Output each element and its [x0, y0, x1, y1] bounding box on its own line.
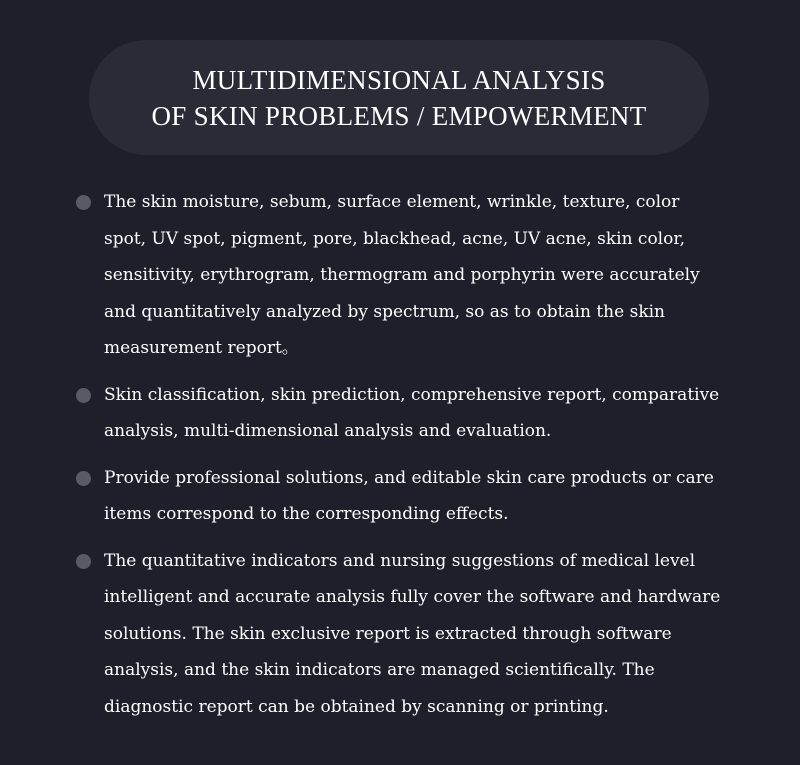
feature-list — [76, 184, 726, 735]
bullet-dot-icon — [76, 195, 91, 210]
list-item — [76, 460, 726, 533]
list-item-text: The quantitative indicators and nursing suggestions of medical level intelligent and accurate analysis fully cover the software and hardware solutions. The skin exclusive report is extracted through software analysis, and the skin indicators are managed scientifically. The diagnostic report can be obtained by scanning or printing. — [104, 550, 721, 717]
bullet-dot-icon — [76, 554, 91, 569]
title-line-2: OF SKIN PROBLEMS / EMPOWERMENT — [151, 100, 647, 131]
bullet-dot-icon — [76, 388, 91, 403]
list-item-text: Skin classification, skin prediction, comprehensive report, comparative analysis, multi-dimensional analysis and evaluation. — [104, 384, 720, 441]
page-title — [151, 62, 646, 134]
bullet-dot-icon — [76, 471, 91, 486]
list-item — [76, 543, 726, 726]
list-item-text: The skin moisture, sebum, surface element, wrinkle, texture, color spot, UV spot, pigment, pore, blackhead, acne, UV acne, skin color, sensitivity, erythrogram, thermogram and porphyrin were accurately and quantitatively analyzed by spectrum, so as to obtain the skin measurement report。 — [104, 192, 700, 358]
title-banner — [89, 40, 709, 155]
list-item — [76, 184, 726, 367]
title-line-1: MULTIDIMENSIONAL ANALYSIS — [192, 64, 606, 95]
list-item-text: Provide professional solutions, and editable skin care products or care items correspond to the corresponding effects. — [104, 467, 714, 524]
list-item — [76, 377, 726, 450]
